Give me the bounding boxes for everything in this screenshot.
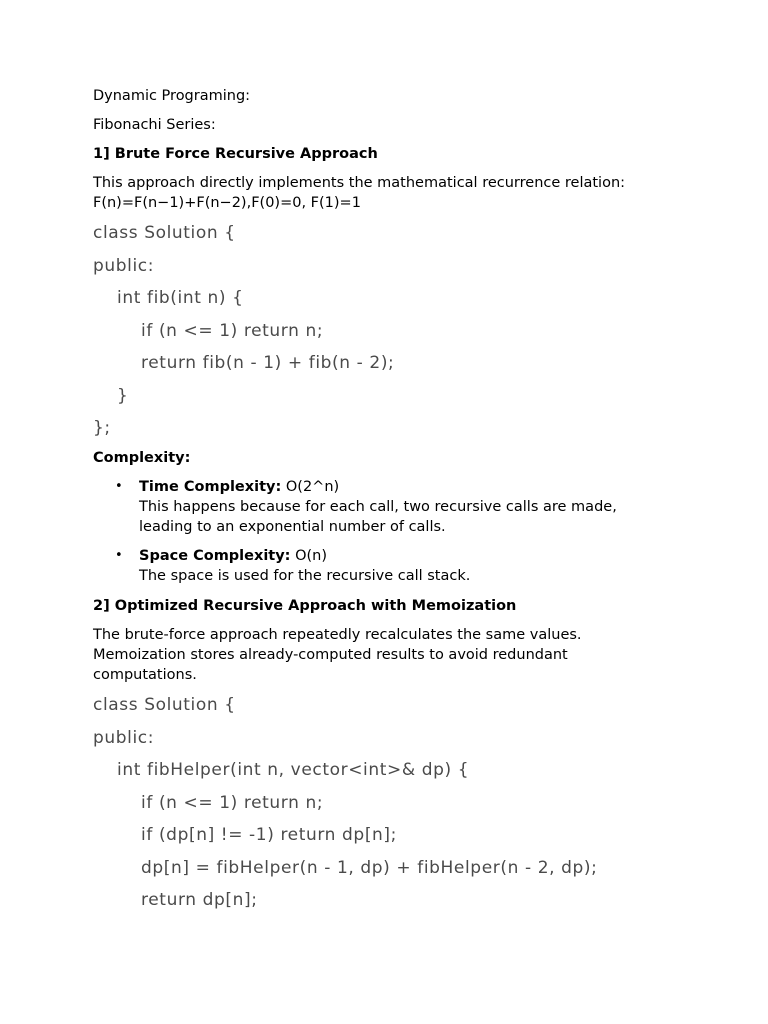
section2-desc-line2: Memoization stores already-computed results to avoid redundant <box>93 647 568 663</box>
time-complexity-value: O(2^n) <box>281 479 340 495</box>
code-line: if (n <= 1) return n; <box>93 320 324 341</box>
code-line: class Solution { <box>93 695 236 715</box>
section1-desc-line1: This approach directly implements the mathematical recurrence relation: <box>93 175 626 191</box>
time-complexity-desc-line2: leading to an exponential number of calls. <box>139 519 446 535</box>
list-item <box>93 546 693 586</box>
complexity-heading: Complexity: <box>93 450 191 466</box>
code-line: public: <box>93 727 155 748</box>
space-complexity-label: Space Complexity: <box>139 548 291 564</box>
code-line: if (n <= 1) return n; <box>93 792 324 813</box>
bullet-icon: • <box>115 479 123 494</box>
section2-heading: 2] Optimized Recursive Approach with Memoization <box>93 598 517 614</box>
list-item <box>93 477 693 537</box>
doc-title-fibonacci: Fibonachi Series: <box>93 117 216 133</box>
code-line: int fibHelper(int n, vector<int>& dp) { <box>93 760 470 780</box>
code-line: class Solution { <box>93 223 236 243</box>
space-complexity-value: O(n) <box>290 548 328 564</box>
bullet-icon: • <box>115 548 123 563</box>
section2-desc-line3: computations. <box>93 667 197 683</box>
section1-desc-line2: F(n)=F(n−1)+F(n−2),F(0)=0, F(1)=1 <box>93 195 361 211</box>
code-block-brute-force <box>93 221 693 440</box>
space-complexity-desc: The space is used for the recursive call stack. <box>139 568 471 584</box>
code-line: if (dp[n] != -1) return dp[n]; <box>93 825 397 845</box>
code-line: dp[n] = fibHelper(n - 1, dp) + fibHelper(n - 2, dp); <box>93 857 598 878</box>
time-complexity-label: Time Complexity: <box>139 479 282 495</box>
complexity-list <box>93 477 693 586</box>
section1-heading: 1] Brute Force Recursive Approach <box>93 146 378 162</box>
time-complexity-desc-line1: This happens because for each call, two recursive calls are made, <box>139 499 617 515</box>
code-line: return fib(n - 1) + fib(n - 2); <box>93 353 395 373</box>
code-line: public: <box>93 255 155 276</box>
code-line: }; <box>93 418 111 438</box>
document-page <box>93 86 693 912</box>
doc-title-dynamic-programming: Dynamic Programing: <box>93 88 251 104</box>
code-block-memoization <box>93 693 693 912</box>
code-line: return dp[n]; <box>93 890 258 910</box>
code-line: int fib(int n) { <box>93 288 244 308</box>
section2-desc-line1: The brute-force approach repeatedly recalculates the same values. <box>93 627 582 643</box>
code-line: } <box>93 385 129 406</box>
